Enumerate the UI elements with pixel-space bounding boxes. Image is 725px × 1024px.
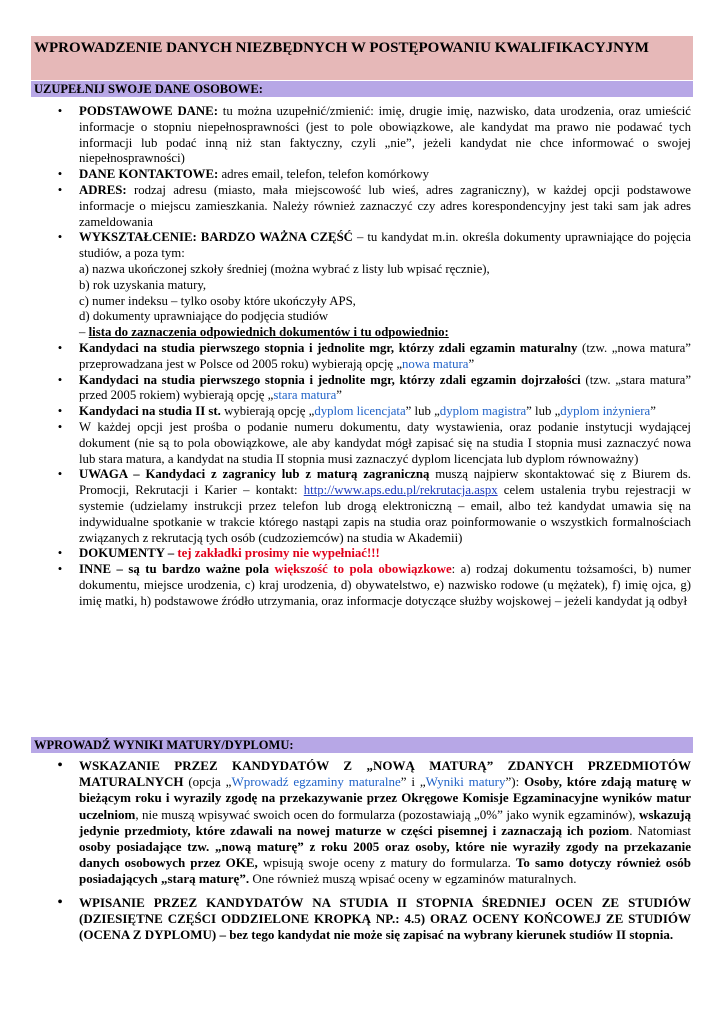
option-dyplom-inzyniera: dyplom inżyniera (560, 404, 651, 419)
bullet-icon: • (57, 404, 63, 419)
bullet-icon: • (57, 893, 63, 911)
bullet-icon: • (57, 546, 63, 561)
list-item: • INNE – są tu bardzo ważne pola większość to pola obowiązkowe: a) rodzaj dokumentu tożsamości, b) numer dokumentu, miejsce urodzenia, c) kraj urodzenia, d) obywatelstwo, e) nazwisko rodowe (u mężatek), f) imię ojca, g) imię matki, h) podstawowe źródło utrzymania, oraz informacje dotyczące służby wojskowej – jeżeli kandydat ją odbył (53, 562, 691, 609)
bullet-icon: • (57, 104, 63, 118)
documents-list-note: lista do zaznaczenia odpowiednich dokumentów i tu odpowiednio: (88, 325, 449, 340)
option-dyplom-licencjata: dyplom licencjata (314, 404, 406, 419)
list-item: • Kandydaci na studia II st. wybierają opcję „dyplom licencjata” lub „dyplom magistra” lub „dyplom inżyniera” (53, 404, 691, 420)
option-wprowadz-egzaminy: Wprowadź egzaminy maturalne (231, 774, 401, 790)
list-item: • Kandydaci na studia pierwszego stopnia i jednolite mgr, którzy zdali egzamin maturalny (tzw. „nowa matura” przeprowadzana jest w Polsce od 2005 roku) wybierają opcję „nowa matura” (53, 341, 691, 373)
bullet-icon: • (57, 167, 63, 182)
education-sub-c: c) numer indeksu – tylko osoby które ukończyły APS, (79, 293, 356, 308)
option-wyniki-matury: Wyniki matury (425, 774, 506, 790)
option-nowa-matura: nowa matura (402, 356, 469, 371)
education-sub-d: d) dokumenty uprawniające do podjęcia studiów (79, 309, 329, 324)
bullet-icon: • (57, 372, 63, 387)
bullet-icon: • (57, 757, 63, 774)
bullet-icon: • (57, 419, 63, 434)
personal-data-list (53, 104, 691, 610)
list-item: • Kandydaci na studia pierwszego stopnia i jednolite mgr, którzy zdali egzamin dojrzałości (tzw. „stara matura” przed 2005 rokiem) wybierają opcję „stara matura” (53, 373, 691, 405)
section-exam-results-heading: WPROWADŹ WYNIKI MATURY/DYPLOMU: (31, 737, 693, 753)
exam-results-list (53, 758, 691, 950)
bullet-icon: • (57, 562, 63, 577)
list-item: • PODSTAWOWE DANE: tu można uzupełnić/zmienić: imię, drugie imię, nazwisko, data urodzenia, oraz umieścić informacje o stopniu niepełnosprawności (jest to pole obowiązkowe, ale kandydat ma prawo nie podawać tych informacji lub podać inną niż stan faktyczny, czyli „nie”, jeżeli kandydat nie chce informować o swojej niepełnosprawności) (53, 104, 691, 167)
list-item: • UWAGA – Kandydaci z zagranicy lub z maturą zagraniczną muszą najpierw skontaktować się z Biurem ds. Promocji, Rekrutacji i Karier – kontakt: http://www.aps.edu.pl/rekrutacja.aspx celem ustalenia trybu rejestracji w systemie (udzielamy instrukcji przez telefon lub drogą elektroniczną – email, albo też kandydat umawia się na indywidualne spotkanie w trakcie którego nastąpi zapis na studia oraz poinformowanie o wszystkich formalnościach związanych z rekrutacją tych osób (cudzoziemców) na studia w Akademii) (53, 467, 691, 546)
bullet-icon: • (57, 467, 63, 482)
bullet-icon: • (57, 182, 63, 197)
education-sub-a: a) nazwa ukończonej szkoły średniej (można wybrać z listy lub wpisać ręcznie), (79, 261, 490, 276)
page-title: WPROWADZENIE DANYCH NIEZBĘDNYCH W POSTĘPOWANIU KWALIFIKACYJNYM (31, 36, 693, 80)
option-dyplom-magistra: dyplom magistra (439, 404, 527, 419)
list-item: • DOKUMENTY – tej zakładki prosimy nie wypełniać!!! (53, 546, 691, 562)
list-item: • WSKAZANIE PRZEZ KANDYDATÓW Z „NOWĄ MATURĄ” ZDANYCH PRZEDMIOTÓW MATURALNYCH (opcja „Wprowadź egzaminy maturalne” i „Wyniki matury”): Osoby, które zdają maturę w bieżącym roku i wyrazily zgodę na przekazywanie przez Okręgowe Komisje Egzaminacyjne wyników matur uczelniom, nie muszą wpisywać swoich ocen do formularza (pozostawiają „0%” jako wynik egzaminów), wskazują jedynie przedmioty, które zdawali na nowej maturze w części pisemnej i zaznaczają ich poziom. Natomiast osoby posiadające tzw. „nową maturę” z roku 2005 oraz osoby, które nie wyraziły zgody na przekazanie danych osobowych przez OKE, wpisują swoje oceny z matury do formularza. To samo dotyczy również osób posiadających „starą maturę”. One również muszą wpisać oceny w egzaminów maturalnych. (53, 758, 691, 888)
list-item: • W każdej opcji jest prośba o podanie numeru dokumentu, daty wystawienia, oraz podanie instytucji wydającej dokument (nie są to pola obowiązkowe, ale aby kandydat mógł zapisać się na studia I stopnia musi zaznaczyć nowa lub stara matura, a kandydat na studia II stopnia musi zaznaczyć dyplom licencjata lub dyplom równoważny) (53, 420, 691, 467)
education-sub-b: b) rok uzyskania matury, (79, 277, 207, 292)
list-item: • WPISANIE PRZEZ KANDYDATÓW NA STUDIA II STOPNIA ŚREDNIEJ OCEN ZE STUDIÓW (DZIESIĘTNE CZĘŚCI ODDZIELONE KROPKĄ NP.: 4.5) ORAZ OCENY KOŃCOWEJ ZE STUDIÓW (OCENA Z DYPLOMU) – bez tego kandydat nie może się zapisać na wybrany kierunek studiów II stopnia. (53, 895, 691, 944)
mandatory-fields-note: większość to pola obowiązkowe (274, 562, 452, 577)
bullet-icon: • (57, 340, 63, 355)
list-item: • ADRES: rodzaj adresu (miasto, mała miejscowość lub wieś, adres zagraniczny), w każdej opcji podstawowe informacje o miejscu zamieszkania. Należy również zaznaczyć czy adres korespondencyjny jest taki sam jak adres zameldowania (53, 183, 691, 230)
list-item: • WYKSZTAŁCENIE: BARDZO WAŻNA CZĘŚĆ – tu kandydat m.in. określa dokumenty uprawniające do pojęcia studiów, a poza tym: a) nazwa ukończonej szkoły średniej (można wybrać z listy lub wpisać ręcznie), b) rok uzyskania matury, c) numer indeksu – tylko osoby które ukończyły APS, d) dokumenty uprawniające do podjęcia studiów – lista do zaznaczenia odpowiednich dokumentów i tu odpowiednio: (53, 230, 691, 341)
list-item: • DANE KONTAKTOWE: adres email, telefon, telefon komórkowy (53, 167, 691, 183)
section-personal-data-heading: UZUPEŁNIJ SWOJE DANE OSOBOWE: (31, 81, 693, 97)
option-stara-matura: stara matura (273, 388, 337, 403)
recruitment-link[interactable]: http://www.aps.edu.pl/rekrutacja.aspx (303, 483, 498, 498)
documents-warning: tej zakładki prosimy nie wypełniać!!! (177, 546, 380, 561)
bullet-icon: • (57, 230, 63, 245)
